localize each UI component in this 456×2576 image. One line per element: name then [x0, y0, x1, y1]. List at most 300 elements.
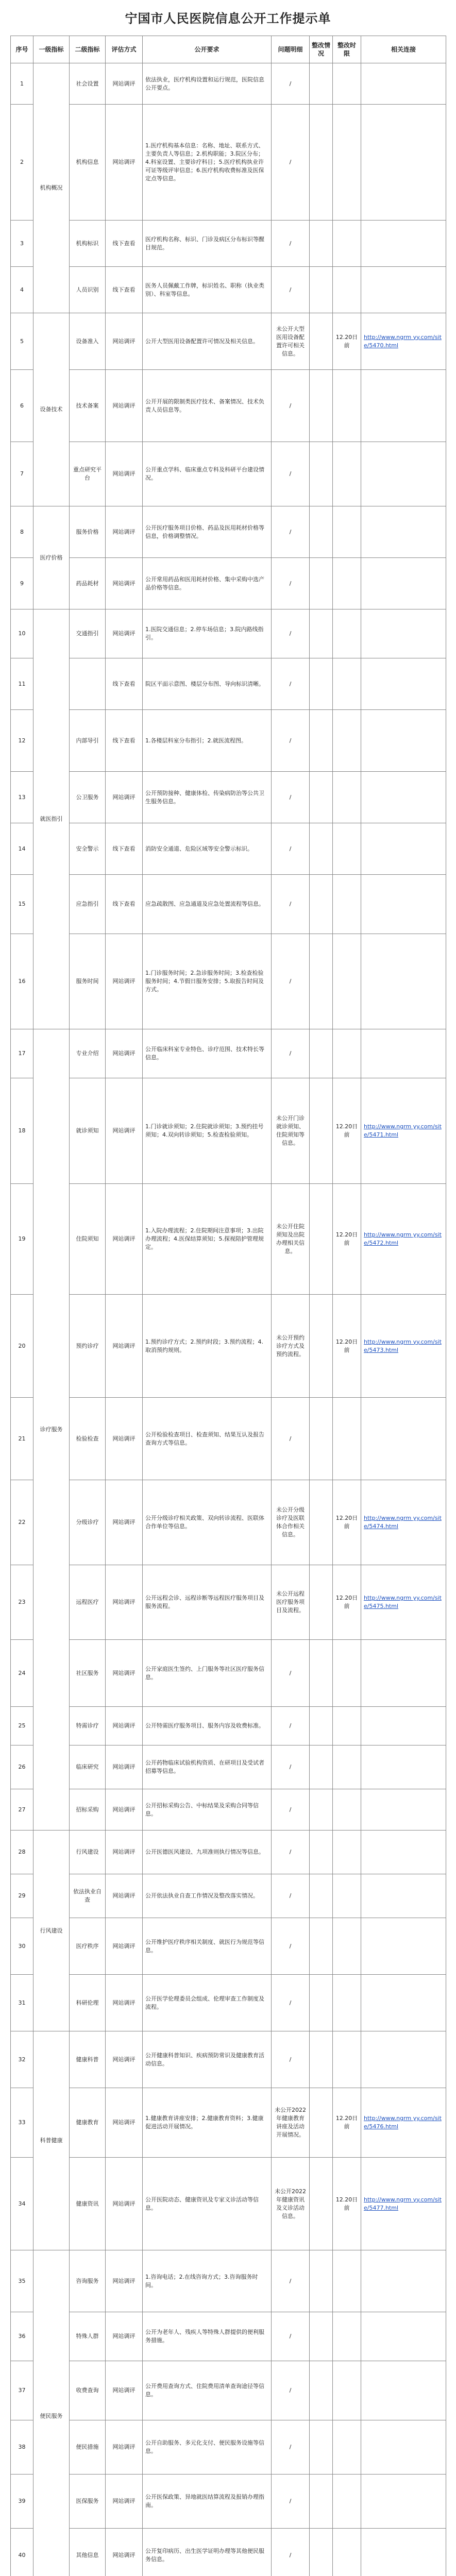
rectification-cell: [310, 1480, 333, 1565]
requirement-cell: 院区平面示意图、楼层分布图、导向标识清晰。: [143, 658, 272, 710]
rectification-cell: [310, 1398, 333, 1480]
link-cell[interactable]: http://www.ngrm yy.com/site/5472.html: [361, 1184, 446, 1295]
method-cell: 网站调评: [106, 934, 143, 1029]
header-issues: 问题明细: [272, 36, 310, 63]
link-cell[interactable]: [361, 1745, 446, 1789]
method-cell: 网站调评: [106, 2529, 143, 2576]
method-cell: 网站调评: [106, 2088, 143, 2158]
row-number: 12: [11, 710, 33, 772]
issue-cell: 未公开2022年健康教育讲座及活动开展情况。: [272, 2088, 310, 2158]
table-row: [11, 875, 446, 934]
link-cell[interactable]: [361, 1707, 446, 1745]
link-cell[interactable]: [361, 658, 446, 710]
issue-cell: /: [272, 1918, 310, 1975]
issue-cell: /: [272, 772, 310, 823]
method-cell: 网站调评: [106, 1874, 143, 1918]
subcategory-cell: 重点研究平台: [70, 442, 106, 506]
subcategory-cell: 依法执业自查: [70, 1874, 106, 1918]
header-requirement: 公开要求: [143, 36, 272, 63]
deadline-cell: 12.20日前: [333, 1078, 361, 1184]
method-cell: 线下查看: [106, 823, 143, 875]
subcategory-cell: 社会设置: [70, 63, 106, 105]
row-number: 8: [11, 506, 33, 558]
issue-cell: 未公开门诊就诊须知、住院须知等信息。: [272, 1078, 310, 1184]
subcategory-cell: 就诊须知: [70, 1078, 106, 1184]
row-number: 16: [11, 934, 33, 1029]
deadline-cell: [333, 1975, 361, 2031]
deadline-cell: [333, 105, 361, 221]
requirement-cell: 公开开展的限制类医疗技术、备案情况、技术负责人员信息等。: [143, 370, 272, 442]
table-row: [11, 2475, 446, 2529]
table-row: [11, 1398, 446, 1480]
table-row: [11, 1029, 446, 1078]
issue-cell: /: [272, 1029, 310, 1078]
rectification-cell: [310, 2031, 333, 2088]
row-number: 34: [11, 2158, 33, 2250]
method-cell: 网站调评: [106, 442, 143, 506]
subcategory-cell: 机构信息: [70, 105, 106, 221]
row-number: 39: [11, 2475, 33, 2529]
link-cell[interactable]: [361, 2475, 446, 2529]
method-cell: 网站调评: [106, 1480, 143, 1565]
rectification-cell: [310, 267, 333, 313]
method-cell: 网站调评: [106, 2250, 143, 2312]
requirement-cell: 1.门诊服务时间；2.急诊服务时间；3.检查检验服务时间；4.节假日服务安排；5.取报告时间及方式。: [143, 934, 272, 1029]
requirement-cell: 1.咨询电话；2.在线咨询方式；3.咨询服务时间。: [143, 2250, 272, 2312]
link-cell[interactable]: [361, 934, 446, 1029]
rectification-cell: [310, 609, 333, 658]
requirement-cell: 1.各楼层科室分布指引；2.就医流程图。: [143, 710, 272, 772]
rectification-cell: [310, 1640, 333, 1707]
row-number: 6: [11, 370, 33, 442]
row-number: 33: [11, 2088, 33, 2158]
subcategory-cell: 分级诊疗: [70, 1480, 106, 1565]
method-cell: 线下查看: [106, 267, 143, 313]
subcategory-cell: 药品耗材: [70, 558, 106, 609]
row-number: 22: [11, 1480, 33, 1565]
rectification-cell: [310, 63, 333, 105]
table-row: [11, 2420, 446, 2475]
subcategory-cell: 专业介绍: [70, 1029, 106, 1078]
link-cell[interactable]: [361, 1918, 446, 1975]
row-number: 21: [11, 1398, 33, 1480]
link-cell[interactable]: [361, 609, 446, 658]
deadline-cell: [333, 2529, 361, 2576]
issue-cell: /: [272, 2420, 310, 2475]
method-cell: 线下查看: [106, 221, 143, 267]
link-cell[interactable]: [361, 105, 446, 221]
row-number: 31: [11, 1975, 33, 2031]
deadline-cell: [333, 1745, 361, 1789]
category-cell: 科普健康: [33, 2031, 70, 2250]
link-cell[interactable]: [361, 2361, 446, 2420]
issue-cell: 未公开大型医用设备配置许可相关信息。: [272, 313, 310, 370]
table-row: [11, 1078, 446, 1184]
deadline-cell: [333, 2420, 361, 2475]
link-cell[interactable]: http://www.ngrm yy.com/site/5476.html: [361, 2088, 446, 2158]
issue-cell: 未公开远程医疗服务项目及流程。: [272, 1565, 310, 1640]
deadline-cell: [333, 267, 361, 313]
table-row: [11, 2361, 446, 2420]
deadline-cell: 12.20日前: [333, 1480, 361, 1565]
issue-cell: /: [272, 1789, 310, 1831]
row-number: 18: [11, 1078, 33, 1184]
link-cell[interactable]: http://www.ngrm yy.com/site/5475.html: [361, 1565, 446, 1640]
category-cell: 便民服务: [33, 2250, 70, 2576]
deadline-cell: 12.20日前: [333, 1565, 361, 1640]
requirement-cell: 公开特需医疗服务项目、服务内容及收费标准。: [143, 1707, 272, 1745]
requirement-cell: 公开医德医风建设、九项准则执行情况等信息。: [143, 1831, 272, 1874]
subcategory-cell: 行风建设: [70, 1831, 106, 1874]
link-cell[interactable]: http://www.ngrm yy.com/site/5470.html: [361, 313, 446, 370]
issue-cell: /: [272, 710, 310, 772]
table-row: [11, 2250, 446, 2312]
method-cell: 网站调评: [106, 1975, 143, 2031]
link-cell[interactable]: [361, 63, 446, 105]
method-cell: 网站调评: [106, 1029, 143, 1078]
method-cell: 网站调评: [106, 1398, 143, 1480]
link-cell[interactable]: [361, 875, 446, 934]
issue-cell: /: [272, 1640, 310, 1707]
requirement-cell: 公开医疗服务项目价格、药品及医用耗材价格等信息，价格调整情况。: [143, 506, 272, 558]
method-cell: 网站调评: [106, 1918, 143, 1975]
deadline-cell: [333, 1918, 361, 1975]
table-row: [11, 934, 446, 1029]
requirement-cell: 医疗机构名称、标识、门诊及病区分布标识等醒目规范。: [143, 221, 272, 267]
row-number: 23: [11, 1565, 33, 1640]
requirement-cell: 公开重点学科、临床重点专科及科研平台建设情况。: [143, 442, 272, 506]
table-row: [11, 1565, 446, 1640]
issue-cell: /: [272, 1874, 310, 1918]
subcategory-cell: 临床研究: [70, 1745, 106, 1789]
table-row: [11, 1480, 446, 1565]
method-cell: 网站调评: [106, 1831, 143, 1874]
rectification-cell: [310, 221, 333, 267]
table-row: [11, 1831, 446, 1874]
table-row: [11, 823, 446, 875]
subcategory-cell: 特需诊疗: [70, 1707, 106, 1745]
method-cell: 网站调评: [106, 2158, 143, 2250]
row-number: 14: [11, 823, 33, 875]
deadline-cell: [333, 506, 361, 558]
issue-cell: /: [272, 558, 310, 609]
issue-cell: /: [272, 2031, 310, 2088]
requirement-cell: 1.预约诊疗方式；2.预约时段；3.预约流程；4.取消预约规则。: [143, 1295, 272, 1398]
subcategory-cell: 交通指引: [70, 609, 106, 658]
rectification-cell: [310, 2250, 333, 2312]
requirement-cell: 公开健康科普知识、疾病预防常识及健康教育活动信息。: [143, 2031, 272, 2088]
deadline-cell: [333, 934, 361, 1029]
subcategory-cell: 人员识别: [70, 267, 106, 313]
subcategory-cell: 特殊人群: [70, 2312, 106, 2361]
rectification-cell: [310, 2088, 333, 2158]
method-cell: 网站调评: [106, 105, 143, 221]
header-level1: 一级指标: [33, 36, 70, 63]
row-number: 27: [11, 1789, 33, 1831]
subcategory-cell: 机构标识: [70, 221, 106, 267]
rectification-cell: [310, 1918, 333, 1975]
subcategory-cell: 服务时间: [70, 934, 106, 1029]
method-cell: 网站调评: [106, 2361, 143, 2420]
table-row: [11, 1874, 446, 1918]
method-cell: 网站调评: [106, 1565, 143, 1640]
table-row: [11, 313, 446, 370]
subcategory-cell: 技术备案: [70, 370, 106, 442]
link-cell[interactable]: [361, 2312, 446, 2361]
issue-cell: /: [272, 1975, 310, 2031]
deadline-cell: 12.20日前: [333, 2158, 361, 2250]
link-cell[interactable]: [361, 1789, 446, 1831]
deadline-cell: [333, 370, 361, 442]
row-number: 2: [11, 105, 33, 221]
link-cell[interactable]: http://www.ngrm yy.com/site/5474.html: [361, 1480, 446, 1565]
table-row: [11, 267, 446, 313]
row-number: 17: [11, 1029, 33, 1078]
deadline-cell: [333, 1640, 361, 1707]
rectification-cell: [310, 1707, 333, 1745]
issue-cell: /: [272, 2529, 310, 2576]
deadline-cell: [333, 2361, 361, 2420]
rectification-cell: [310, 558, 333, 609]
link-cell[interactable]: http://www.ngrm yy.com/site/5471.html: [361, 1078, 446, 1184]
rectification-cell: [310, 2312, 333, 2361]
issue-cell: /: [272, 370, 310, 442]
subcategory-cell: 招标采购: [70, 1789, 106, 1831]
table-row: [11, 2088, 446, 2158]
subcategory-cell: 服务价格: [70, 506, 106, 558]
table-row: [11, 772, 446, 823]
link-cell[interactable]: [361, 1874, 446, 1918]
issue-cell: /: [272, 63, 310, 105]
row-number: 3: [11, 221, 33, 267]
rectification-cell: [310, 2475, 333, 2529]
requirement-cell: 公开预防接种、健康体检、传染病防治等公共卫生服务信息。: [143, 772, 272, 823]
rectification-cell: [310, 1029, 333, 1078]
requirement-cell: 1.门诊就诊须知；2.住院就诊须知；3.预约挂号须知；4.双向转诊须知；5.检查检验须知。: [143, 1078, 272, 1184]
link-cell[interactable]: [361, 1975, 446, 2031]
requirement-cell: 1.入院办理流程；2.住院期间注意事项；3.出院办理流程；4.医保结算须知；5.探视陪护管理规定。: [143, 1184, 272, 1295]
link-cell[interactable]: http://www.ngrm yy.com/site/5477.html: [361, 2158, 446, 2250]
row-number: 40: [11, 2529, 33, 2576]
rectification-cell: [310, 710, 333, 772]
issue-cell: /: [272, 506, 310, 558]
table-row: [11, 506, 446, 558]
requirement-cell: 公开自助服务、多元化支付、便民服务设施等信息。: [143, 2420, 272, 2475]
link-cell[interactable]: [361, 1640, 446, 1707]
deadline-cell: [333, 609, 361, 658]
method-cell: 网站调评: [106, 558, 143, 609]
rectification-cell: [310, 1975, 333, 2031]
link-cell[interactable]: [361, 2420, 446, 2475]
link-cell[interactable]: [361, 221, 446, 267]
issue-cell: /: [272, 105, 310, 221]
subcategory-cell: 预约诊疗: [70, 1295, 106, 1398]
deadline-cell: [333, 1707, 361, 1745]
rectification-cell: [310, 506, 333, 558]
row-number: 28: [11, 1831, 33, 1874]
category-cell: 医疗价格: [33, 506, 70, 609]
subcategory-cell: 医疗秩序: [70, 1918, 106, 1975]
rectification-cell: [310, 2158, 333, 2250]
subcategory-cell: 健康科普: [70, 2031, 106, 2088]
issue-cell: /: [272, 267, 310, 313]
info-table: [10, 36, 446, 2576]
method-cell: 网站调评: [106, 1640, 143, 1707]
row-number: 38: [11, 2420, 33, 2475]
requirement-cell: 公开常用药品和医用耗材价格、集中采购中选产品价格等信息。: [143, 558, 272, 609]
deadline-cell: [333, 823, 361, 875]
rectification-cell: [310, 772, 333, 823]
row-number: 13: [11, 772, 33, 823]
requirement-cell: 公开费用查询方式、住院费用清单查询途径等信息。: [143, 2361, 272, 2420]
category-cell: 就医指引: [33, 609, 70, 1029]
method-cell: 线下查看: [106, 875, 143, 934]
subcategory-cell: 社区服务: [70, 1640, 106, 1707]
row-number: 19: [11, 1184, 33, 1295]
issue-cell: /: [272, 1707, 310, 1745]
link-cell[interactable]: [361, 2031, 446, 2088]
method-cell: 网站调评: [106, 63, 143, 105]
link-cell[interactable]: [361, 370, 446, 442]
rectification-cell: [310, 105, 333, 221]
subcategory-cell: 应急指引: [70, 875, 106, 934]
rectification-cell: [310, 2420, 333, 2475]
subcategory-cell: 健康教育: [70, 2088, 106, 2158]
requirement-cell: 公开依法执业自查工作情况及整改落实情况。: [143, 1874, 272, 1918]
link-cell[interactable]: [361, 2250, 446, 2312]
table-row: [11, 1745, 446, 1789]
rectification-cell: [310, 1789, 333, 1831]
table-row: [11, 2158, 446, 2250]
deadline-cell: [333, 1874, 361, 1918]
method-cell: 网站调评: [106, 1078, 143, 1184]
link-cell[interactable]: [361, 558, 446, 609]
table-row: [11, 442, 446, 506]
link-cell[interactable]: [361, 1831, 446, 1874]
row-number: 29: [11, 1874, 33, 1918]
table-row: [11, 1918, 446, 1975]
subcategory-cell: 科研伦理: [70, 1975, 106, 2031]
subcategory-cell: 远程医疗: [70, 1565, 106, 1640]
table-row: [11, 710, 446, 772]
issue-cell: /: [272, 2475, 310, 2529]
method-cell: 网站调评: [106, 506, 143, 558]
subcategory-cell: 其他信息: [70, 2529, 106, 2576]
page-title: 宁国市人民医院信息公开工作提示单: [125, 11, 331, 26]
deadline-cell: [333, 1789, 361, 1831]
table-row: [11, 1184, 446, 1295]
row-number: 10: [11, 609, 33, 658]
table-row: [11, 63, 446, 105]
table-row: [11, 1640, 446, 1707]
deadline-cell: 12.20日前: [333, 1295, 361, 1398]
subcategory-cell: 设备准入: [70, 313, 106, 370]
row-number: 37: [11, 2361, 33, 2420]
link-cell[interactable]: [361, 710, 446, 772]
requirement-cell: 医务人员佩戴工作牌，标识姓名、职称（执业类别）、科室等信息。: [143, 267, 272, 313]
deadline-cell: [333, 1398, 361, 1480]
issue-cell: /: [272, 2312, 310, 2361]
deadline-cell: [333, 710, 361, 772]
rectification-cell: [310, 1078, 333, 1184]
requirement-cell: 公开医学伦理委员会组成、伦理审查工作制度及流程。: [143, 1975, 272, 2031]
requirement-cell: 公开检验检查项目、检查须知、结果互认及报告查询方式等信息。: [143, 1398, 272, 1480]
category-cell: 设备技术: [33, 313, 70, 506]
issue-cell: /: [272, 1398, 310, 1480]
rectification-cell: [310, 1831, 333, 1874]
row-number: 24: [11, 1640, 33, 1707]
row-number: 9: [11, 558, 33, 609]
issue-cell: /: [272, 934, 310, 1029]
method-cell: 线下查看: [106, 658, 143, 710]
table-row: [11, 221, 446, 267]
row-number: 11: [11, 658, 33, 710]
subcategory-cell: 住院须知: [70, 1184, 106, 1295]
link-cell[interactable]: [361, 1029, 446, 1078]
requirement-cell: 公开医院动态、健康资讯及专家义诊活动等信息。: [143, 2158, 272, 2250]
link-cell[interactable]: http://www.ngrm yy.com/site/5473.html: [361, 1295, 446, 1398]
row-number: 30: [11, 1918, 33, 1975]
link-cell[interactable]: [361, 506, 446, 558]
link-cell[interactable]: [361, 2529, 446, 2576]
rectification-cell: [310, 1745, 333, 1789]
link-cell[interactable]: [361, 1398, 446, 1480]
issue-cell: 未公开住院须知及出院办理相关信息。: [272, 1184, 310, 1295]
subcategory-cell: 内部导引: [70, 710, 106, 772]
table-row: [11, 105, 446, 221]
method-cell: 网站调评: [106, 370, 143, 442]
table-row: [11, 370, 446, 442]
link-cell[interactable]: [361, 442, 446, 506]
issue-cell: 未公开2022年健康资讯及义诊活动信息。: [272, 2158, 310, 2250]
link-cell[interactable]: [361, 823, 446, 875]
method-cell: 网站调评: [106, 313, 143, 370]
requirement-cell: 公开临床科室专业特色、诊疗范围、技术特长等信息。: [143, 1029, 272, 1078]
requirement-cell: 公开维护医疗秩序相关制度、就医行为规范等信息。: [143, 1918, 272, 1975]
method-cell: 线下查看: [106, 710, 143, 772]
category-cell: 诊疗服务: [33, 1029, 70, 1831]
table-row: [11, 2312, 446, 2361]
method-cell: 网站调评: [106, 2420, 143, 2475]
header-no: 序号: [11, 36, 33, 63]
issue-cell: /: [272, 442, 310, 506]
requirement-cell: 公开远程会诊、远程诊断等远程医疗服务项目及服务流程。: [143, 1565, 272, 1640]
link-cell[interactable]: [361, 772, 446, 823]
issue-cell: /: [272, 2250, 310, 2312]
issue-cell: /: [272, 2361, 310, 2420]
method-cell: 网站调评: [106, 1295, 143, 1398]
subcategory-cell: 公卫服务: [70, 772, 106, 823]
issue-cell: 未公开分级诊疗及医联体合作相关信息。: [272, 1480, 310, 1565]
rectification-cell: [310, 658, 333, 710]
requirement-cell: 公开药物临床试验机构资质、在研项目及受试者招募等信息。: [143, 1745, 272, 1789]
issue-cell: 未公开预约诊疗方式及预约流程。: [272, 1295, 310, 1398]
requirement-cell: 1.医院交通信息；2.停车场信息；3.院内路线指引。: [143, 609, 272, 658]
method-cell: 网站调评: [106, 609, 143, 658]
rectification-cell: [310, 1565, 333, 1640]
requirement-cell: 公开医保政策、异地就医结算流程及报销办理指南。: [143, 2475, 272, 2529]
deadline-cell: [333, 875, 361, 934]
subcategory-cell: 健康资讯: [70, 2158, 106, 2250]
row-number: 1: [11, 63, 33, 105]
link-cell[interactable]: [361, 267, 446, 313]
rectification-cell: [310, 1295, 333, 1398]
header-links: 相关连接: [361, 36, 446, 63]
deadline-cell: [333, 2475, 361, 2529]
subcategory-cell: 医保服务: [70, 2475, 106, 2529]
requirement-cell: 公开家庭医生签约、上门服务等社区医疗服务信息。: [143, 1640, 272, 1707]
rectification-cell: [310, 370, 333, 442]
